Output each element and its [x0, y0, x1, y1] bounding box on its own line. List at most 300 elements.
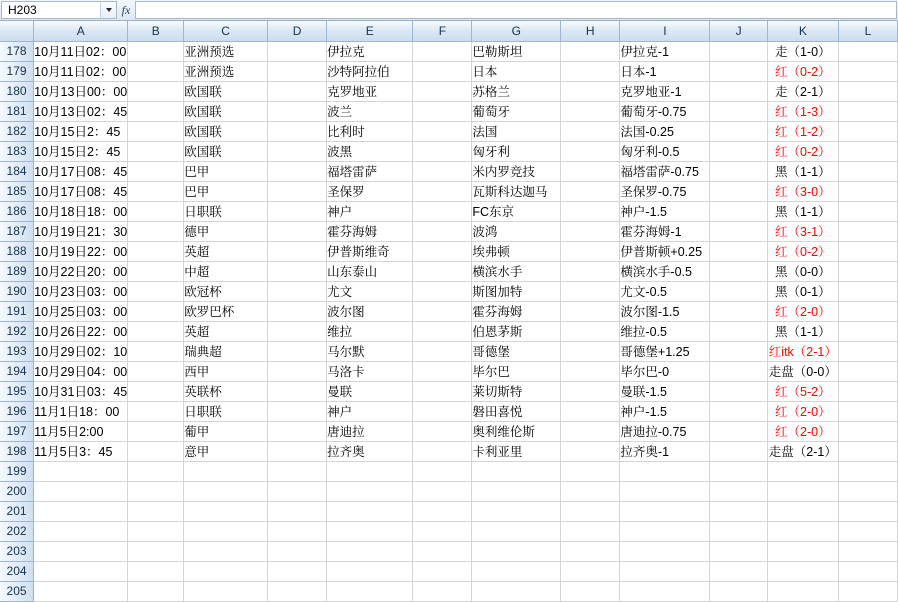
cell-F187[interactable]: [413, 221, 472, 241]
cell-H198[interactable]: [561, 441, 620, 461]
cell-J199[interactable]: [710, 461, 767, 481]
cell-L178[interactable]: [839, 41, 898, 61]
cell-C187[interactable]: 德甲: [184, 221, 268, 241]
cell-F192[interactable]: [413, 321, 472, 341]
cell-D202[interactable]: [267, 521, 326, 541]
cell-C201[interactable]: [184, 501, 268, 521]
cell-I185[interactable]: 圣保罗-0.75: [620, 181, 710, 201]
cell-B181[interactable]: [128, 101, 184, 121]
cell-K185[interactable]: 红（3-0）: [767, 181, 838, 201]
function-wizard-button[interactable]: [117, 0, 135, 20]
cell-B194[interactable]: [128, 361, 184, 381]
cell-D203[interactable]: [267, 541, 326, 561]
cell-E185[interactable]: 圣保罗: [327, 181, 413, 201]
cell-K191[interactable]: 红（2-0）: [767, 301, 838, 321]
cell-J195[interactable]: [710, 381, 767, 401]
column-header-k[interactable]: K: [767, 21, 838, 41]
cell-I194[interactable]: 毕尔巴-0: [620, 361, 710, 381]
cell-C182[interactable]: 欧国联: [184, 121, 268, 141]
cell-C192[interactable]: 英超: [184, 321, 268, 341]
cell-C181[interactable]: 欧国联: [184, 101, 268, 121]
cell-J200[interactable]: [710, 481, 767, 501]
cell-E196[interactable]: 神户: [327, 401, 413, 421]
cell-F202[interactable]: [413, 521, 472, 541]
row-header-183[interactable]: 183: [0, 141, 34, 161]
cell-J187[interactable]: [710, 221, 767, 241]
cell-G188[interactable]: 埃弗顿: [472, 241, 561, 261]
column-header-c[interactable]: C: [184, 21, 268, 41]
cell-D182[interactable]: [267, 121, 326, 141]
cell-A182[interactable]: 10月15日2：45: [34, 121, 128, 141]
cell-K180[interactable]: 走（2-1）: [767, 81, 838, 101]
cell-H191[interactable]: [561, 301, 620, 321]
cell-E198[interactable]: 拉齐奥: [327, 441, 413, 461]
cell-D199[interactable]: [267, 461, 326, 481]
cell-K200[interactable]: [767, 481, 838, 501]
cell-H186[interactable]: [561, 201, 620, 221]
cell-J201[interactable]: [710, 501, 767, 521]
cell-B197[interactable]: [128, 421, 184, 441]
cell-I199[interactable]: [620, 461, 710, 481]
cell-C190[interactable]: 欧冠杯: [184, 281, 268, 301]
cell-I204[interactable]: [620, 561, 710, 581]
cell-D181[interactable]: [267, 101, 326, 121]
cell-K202[interactable]: [767, 521, 838, 541]
row-header-195[interactable]: 195: [0, 381, 34, 401]
cell-G195[interactable]: 莱切斯特: [472, 381, 561, 401]
cell-C180[interactable]: 欧国联: [184, 81, 268, 101]
cell-J205[interactable]: [710, 581, 767, 601]
cell-J191[interactable]: [710, 301, 767, 321]
cell-D189[interactable]: [267, 261, 326, 281]
cell-A195[interactable]: 10月31日03：45: [34, 381, 128, 401]
cell-I188[interactable]: 伊普斯顿+0.25: [620, 241, 710, 261]
cell-A186[interactable]: 10月18日18：00: [34, 201, 128, 221]
cell-J204[interactable]: [710, 561, 767, 581]
column-header-d[interactable]: D: [267, 21, 326, 41]
cell-J192[interactable]: [710, 321, 767, 341]
cell-A198[interactable]: 11月5日3：45: [34, 441, 128, 461]
cell-E181[interactable]: 波兰: [327, 101, 413, 121]
cell-H183[interactable]: [561, 141, 620, 161]
column-header-i[interactable]: I: [620, 21, 710, 41]
cell-E190[interactable]: 尤文: [327, 281, 413, 301]
cell-B183[interactable]: [128, 141, 184, 161]
cell-K183[interactable]: 红（0-2）: [767, 141, 838, 161]
cell-G180[interactable]: 苏格兰: [472, 81, 561, 101]
cell-K193[interactable]: 红itk（2-1）: [767, 341, 838, 361]
cell-H189[interactable]: [561, 261, 620, 281]
row-header-184[interactable]: 184: [0, 161, 34, 181]
cell-F200[interactable]: [413, 481, 472, 501]
cell-G201[interactable]: [472, 501, 561, 521]
cell-J189[interactable]: [710, 261, 767, 281]
cell-A184[interactable]: 10月17日08：45: [34, 161, 128, 181]
cell-J194[interactable]: [710, 361, 767, 381]
cell-A194[interactable]: 10月29日04：00: [34, 361, 128, 381]
cell-B187[interactable]: [128, 221, 184, 241]
cell-F178[interactable]: [413, 41, 472, 61]
cell-G185[interactable]: 瓦斯科达迦马: [472, 181, 561, 201]
cell-E200[interactable]: [327, 481, 413, 501]
cell-L180[interactable]: [839, 81, 898, 101]
cell-E192[interactable]: 维拉: [327, 321, 413, 341]
cell-H205[interactable]: [561, 581, 620, 601]
cell-J203[interactable]: [710, 541, 767, 561]
cell-G194[interactable]: 毕尔巴: [472, 361, 561, 381]
cell-L196[interactable]: [839, 401, 898, 421]
cell-A179[interactable]: 10月11日02：00: [34, 61, 128, 81]
cell-J188[interactable]: [710, 241, 767, 261]
cell-B204[interactable]: [128, 561, 184, 581]
cell-D193[interactable]: [267, 341, 326, 361]
cell-D198[interactable]: [267, 441, 326, 461]
cell-B180[interactable]: [128, 81, 184, 101]
cell-G202[interactable]: [472, 521, 561, 541]
cell-I205[interactable]: [620, 581, 710, 601]
row-header-200[interactable]: 200: [0, 481, 34, 501]
cell-L199[interactable]: [839, 461, 898, 481]
cell-E178[interactable]: 伊拉克: [327, 41, 413, 61]
cell-J190[interactable]: [710, 281, 767, 301]
cell-D201[interactable]: [267, 501, 326, 521]
cell-H197[interactable]: [561, 421, 620, 441]
cell-I202[interactable]: [620, 521, 710, 541]
cell-D178[interactable]: [267, 41, 326, 61]
cell-C186[interactable]: 日职联: [184, 201, 268, 221]
cell-B186[interactable]: [128, 201, 184, 221]
row-header-196[interactable]: 196: [0, 401, 34, 421]
cell-G186[interactable]: FC东京: [472, 201, 561, 221]
row-header-191[interactable]: 191: [0, 301, 34, 321]
row-header-199[interactable]: 199: [0, 461, 34, 481]
cell-A183[interactable]: 10月15日2：45: [34, 141, 128, 161]
cell-H178[interactable]: [561, 41, 620, 61]
cell-K204[interactable]: [767, 561, 838, 581]
column-header-g[interactable]: G: [472, 21, 561, 41]
cell-F203[interactable]: [413, 541, 472, 561]
cell-L197[interactable]: [839, 421, 898, 441]
cell-A203[interactable]: [34, 541, 128, 561]
cell-C200[interactable]: [184, 481, 268, 501]
cell-L193[interactable]: [839, 341, 898, 361]
cell-L202[interactable]: [839, 521, 898, 541]
cell-F205[interactable]: [413, 581, 472, 601]
cell-A185[interactable]: 10月17日08：45: [34, 181, 128, 201]
cell-K198[interactable]: 走盘（2-1）: [767, 441, 838, 461]
row-header-204[interactable]: 204: [0, 561, 34, 581]
cell-A193[interactable]: 10月29日02：10: [34, 341, 128, 361]
cell-A191[interactable]: 10月25日03：00: [34, 301, 128, 321]
cell-A189[interactable]: 10月22日20：00: [34, 261, 128, 281]
cell-I195[interactable]: 曼联-1.5: [620, 381, 710, 401]
cell-J197[interactable]: [710, 421, 767, 441]
cell-H184[interactable]: [561, 161, 620, 181]
row-header-186[interactable]: 186: [0, 201, 34, 221]
cell-D180[interactable]: [267, 81, 326, 101]
cell-C178[interactable]: 亚洲预选: [184, 41, 268, 61]
cell-K201[interactable]: [767, 501, 838, 521]
cell-I189[interactable]: 横滨水手-0.5: [620, 261, 710, 281]
cell-A202[interactable]: [34, 521, 128, 541]
cell-A204[interactable]: [34, 561, 128, 581]
cell-L203[interactable]: [839, 541, 898, 561]
cell-A178[interactable]: 10月11日02：00: [34, 41, 128, 61]
cell-D195[interactable]: [267, 381, 326, 401]
cell-K194[interactable]: 走盘（0-0）: [767, 361, 838, 381]
cell-E199[interactable]: [327, 461, 413, 481]
cell-G181[interactable]: 葡萄牙: [472, 101, 561, 121]
cell-H188[interactable]: [561, 241, 620, 261]
row-header-203[interactable]: 203: [0, 541, 34, 561]
cell-B185[interactable]: [128, 181, 184, 201]
cell-E189[interactable]: 山东泰山: [327, 261, 413, 281]
cell-L200[interactable]: [839, 481, 898, 501]
cell-G187[interactable]: 波鸿: [472, 221, 561, 241]
cell-J196[interactable]: [710, 401, 767, 421]
cell-A187[interactable]: 10月19日21：30: [34, 221, 128, 241]
sheet-grid[interactable]: [0, 21, 898, 598]
cell-F197[interactable]: [413, 421, 472, 441]
cell-J181[interactable]: [710, 101, 767, 121]
cell-K205[interactable]: [767, 581, 838, 601]
cell-F193[interactable]: [413, 341, 472, 361]
cell-I184[interactable]: 福塔雷萨-0.75: [620, 161, 710, 181]
cell-C194[interactable]: 西甲: [184, 361, 268, 381]
row-header-182[interactable]: 182: [0, 121, 34, 141]
row-header-190[interactable]: 190: [0, 281, 34, 301]
cell-I198[interactable]: 拉齐奥-1: [620, 441, 710, 461]
cell-E191[interactable]: 波尔图: [327, 301, 413, 321]
cell-J178[interactable]: [710, 41, 767, 61]
name-box-dropdown-icon[interactable]: [100, 2, 116, 18]
cell-E195[interactable]: 曼联: [327, 381, 413, 401]
row-header-178[interactable]: 178: [0, 41, 34, 61]
cell-J184[interactable]: [710, 161, 767, 181]
cell-B190[interactable]: [128, 281, 184, 301]
cell-K186[interactable]: 黑（1-1）: [767, 201, 838, 221]
row-header-197[interactable]: 197: [0, 421, 34, 441]
cell-C183[interactable]: 欧国联: [184, 141, 268, 161]
cell-K203[interactable]: [767, 541, 838, 561]
cell-F190[interactable]: [413, 281, 472, 301]
column-header-e[interactable]: E: [327, 21, 413, 41]
cell-B203[interactable]: [128, 541, 184, 561]
cell-D194[interactable]: [267, 361, 326, 381]
cell-A201[interactable]: [34, 501, 128, 521]
cell-H201[interactable]: [561, 501, 620, 521]
cell-I178[interactable]: 伊拉克-1: [620, 41, 710, 61]
cell-F201[interactable]: [413, 501, 472, 521]
column-header-j[interactable]: J: [710, 21, 767, 41]
cell-J179[interactable]: [710, 61, 767, 81]
cell-K195[interactable]: 红（5-2）: [767, 381, 838, 401]
cell-C193[interactable]: 瑞典超: [184, 341, 268, 361]
cell-B199[interactable]: [128, 461, 184, 481]
cell-B182[interactable]: [128, 121, 184, 141]
cell-F189[interactable]: [413, 261, 472, 281]
cell-C188[interactable]: 英超: [184, 241, 268, 261]
cell-L181[interactable]: [839, 101, 898, 121]
cell-E204[interactable]: [327, 561, 413, 581]
cell-C191[interactable]: 欧罗巴杯: [184, 301, 268, 321]
row-header-189[interactable]: 189: [0, 261, 34, 281]
cell-I203[interactable]: [620, 541, 710, 561]
cell-G191[interactable]: 霍芬海姆: [472, 301, 561, 321]
cell-F196[interactable]: [413, 401, 472, 421]
cell-E179[interactable]: 沙特阿拉伯: [327, 61, 413, 81]
cell-K178[interactable]: 走（1-0）: [767, 41, 838, 61]
cell-E188[interactable]: 伊普斯维奇: [327, 241, 413, 261]
cell-G189[interactable]: 横滨水手: [472, 261, 561, 281]
cell-L182[interactable]: [839, 121, 898, 141]
cell-I187[interactable]: 霍芬海姆-1: [620, 221, 710, 241]
column-header-a[interactable]: A: [34, 21, 128, 41]
cell-F199[interactable]: [413, 461, 472, 481]
cell-H203[interactable]: [561, 541, 620, 561]
cell-B198[interactable]: [128, 441, 184, 461]
cell-D191[interactable]: [267, 301, 326, 321]
row-header-198[interactable]: 198: [0, 441, 34, 461]
cell-K188[interactable]: 红（0-2）: [767, 241, 838, 261]
cell-L187[interactable]: [839, 221, 898, 241]
cell-J182[interactable]: [710, 121, 767, 141]
cell-A181[interactable]: 10月13日02：45: [34, 101, 128, 121]
cell-H194[interactable]: [561, 361, 620, 381]
cell-D200[interactable]: [267, 481, 326, 501]
cell-K196[interactable]: 红（2-0）: [767, 401, 838, 421]
cell-L184[interactable]: [839, 161, 898, 181]
cell-H199[interactable]: [561, 461, 620, 481]
cell-H181[interactable]: [561, 101, 620, 121]
cell-C184[interactable]: 巴甲: [184, 161, 268, 181]
cell-E194[interactable]: 马洛卡: [327, 361, 413, 381]
cell-I197[interactable]: 唐迪拉-0.75: [620, 421, 710, 441]
cell-C196[interactable]: 日职联: [184, 401, 268, 421]
cell-F195[interactable]: [413, 381, 472, 401]
cell-G179[interactable]: 日本: [472, 61, 561, 81]
cell-H193[interactable]: [561, 341, 620, 361]
cell-A196[interactable]: 11月1日18：00: [34, 401, 128, 421]
cell-J193[interactable]: [710, 341, 767, 361]
cell-J202[interactable]: [710, 521, 767, 541]
cell-A197[interactable]: 11月5日2:00: [34, 421, 128, 441]
cell-D196[interactable]: [267, 401, 326, 421]
row-header-192[interactable]: 192: [0, 321, 34, 341]
cell-B200[interactable]: [128, 481, 184, 501]
cell-G178[interactable]: 巴勒斯坦: [472, 41, 561, 61]
cell-E183[interactable]: 波黑: [327, 141, 413, 161]
cell-B193[interactable]: [128, 341, 184, 361]
cell-D183[interactable]: [267, 141, 326, 161]
cell-E180[interactable]: 克罗地亚: [327, 81, 413, 101]
cell-A192[interactable]: 10月26日22：00: [34, 321, 128, 341]
cell-G203[interactable]: [472, 541, 561, 561]
cell-C189[interactable]: 中超: [184, 261, 268, 281]
cell-B178[interactable]: [128, 41, 184, 61]
cell-G204[interactable]: [472, 561, 561, 581]
cell-F184[interactable]: [413, 161, 472, 181]
row-header-185[interactable]: 185: [0, 181, 34, 201]
cell-E202[interactable]: [327, 521, 413, 541]
cell-G193[interactable]: 哥德堡: [472, 341, 561, 361]
cell-G190[interactable]: 斯图加特: [472, 281, 561, 301]
cell-J183[interactable]: [710, 141, 767, 161]
cell-K197[interactable]: 红（2-0）: [767, 421, 838, 441]
cell-L191[interactable]: [839, 301, 898, 321]
cell-G182[interactable]: 法国: [472, 121, 561, 141]
cell-A199[interactable]: [34, 461, 128, 481]
cell-B201[interactable]: [128, 501, 184, 521]
cell-K184[interactable]: 黑（1-1）: [767, 161, 838, 181]
cell-I186[interactable]: 神户-1.5: [620, 201, 710, 221]
cell-D190[interactable]: [267, 281, 326, 301]
row-header-194[interactable]: 194: [0, 361, 34, 381]
cell-K179[interactable]: 红（0-2）: [767, 61, 838, 81]
cell-H195[interactable]: [561, 381, 620, 401]
cell-D197[interactable]: [267, 421, 326, 441]
row-header-201[interactable]: 201: [0, 501, 34, 521]
row-header-205[interactable]: 205: [0, 581, 34, 601]
cell-K192[interactable]: 黑（1-1）: [767, 321, 838, 341]
cell-L192[interactable]: [839, 321, 898, 341]
cell-D192[interactable]: [267, 321, 326, 341]
row-header-179[interactable]: 179: [0, 61, 34, 81]
cell-K189[interactable]: 黑（0-0）: [767, 261, 838, 281]
cell-L185[interactable]: [839, 181, 898, 201]
cell-A180[interactable]: 10月13日00：00: [34, 81, 128, 101]
cell-E197[interactable]: 唐迪拉: [327, 421, 413, 441]
cell-C199[interactable]: [184, 461, 268, 481]
cell-G192[interactable]: 伯恩茅斯: [472, 321, 561, 341]
cell-A188[interactable]: 10月19日22：00: [34, 241, 128, 261]
cell-C205[interactable]: [184, 581, 268, 601]
cell-L188[interactable]: [839, 241, 898, 261]
cell-F188[interactable]: [413, 241, 472, 261]
cell-C179[interactable]: 亚洲预选: [184, 61, 268, 81]
cell-J186[interactable]: [710, 201, 767, 221]
cell-I193[interactable]: 哥德堡+1.25: [620, 341, 710, 361]
cell-C185[interactable]: 巴甲: [184, 181, 268, 201]
cell-I201[interactable]: [620, 501, 710, 521]
cell-L190[interactable]: [839, 281, 898, 301]
cell-D187[interactable]: [267, 221, 326, 241]
cell-H204[interactable]: [561, 561, 620, 581]
cell-H179[interactable]: [561, 61, 620, 81]
cell-H196[interactable]: [561, 401, 620, 421]
cell-H185[interactable]: [561, 181, 620, 201]
column-header-h[interactable]: H: [561, 21, 620, 41]
cell-L183[interactable]: [839, 141, 898, 161]
cell-I181[interactable]: 葡萄牙-0.75: [620, 101, 710, 121]
cell-B192[interactable]: [128, 321, 184, 341]
cell-I191[interactable]: 波尔图-1.5: [620, 301, 710, 321]
cell-B202[interactable]: [128, 521, 184, 541]
column-header-l[interactable]: L: [839, 21, 898, 41]
cell-G198[interactable]: 卡利亚里: [472, 441, 561, 461]
cell-F198[interactable]: [413, 441, 472, 461]
cell-F186[interactable]: [413, 201, 472, 221]
cell-I179[interactable]: 日本-1: [620, 61, 710, 81]
cell-H192[interactable]: [561, 321, 620, 341]
cell-F194[interactable]: [413, 361, 472, 381]
cell-D204[interactable]: [267, 561, 326, 581]
cell-C195[interactable]: 英联杯: [184, 381, 268, 401]
row-header-202[interactable]: 202: [0, 521, 34, 541]
row-header-187[interactable]: 187: [0, 221, 34, 241]
cell-G184[interactable]: 米内罗竞技: [472, 161, 561, 181]
cell-J198[interactable]: [710, 441, 767, 461]
